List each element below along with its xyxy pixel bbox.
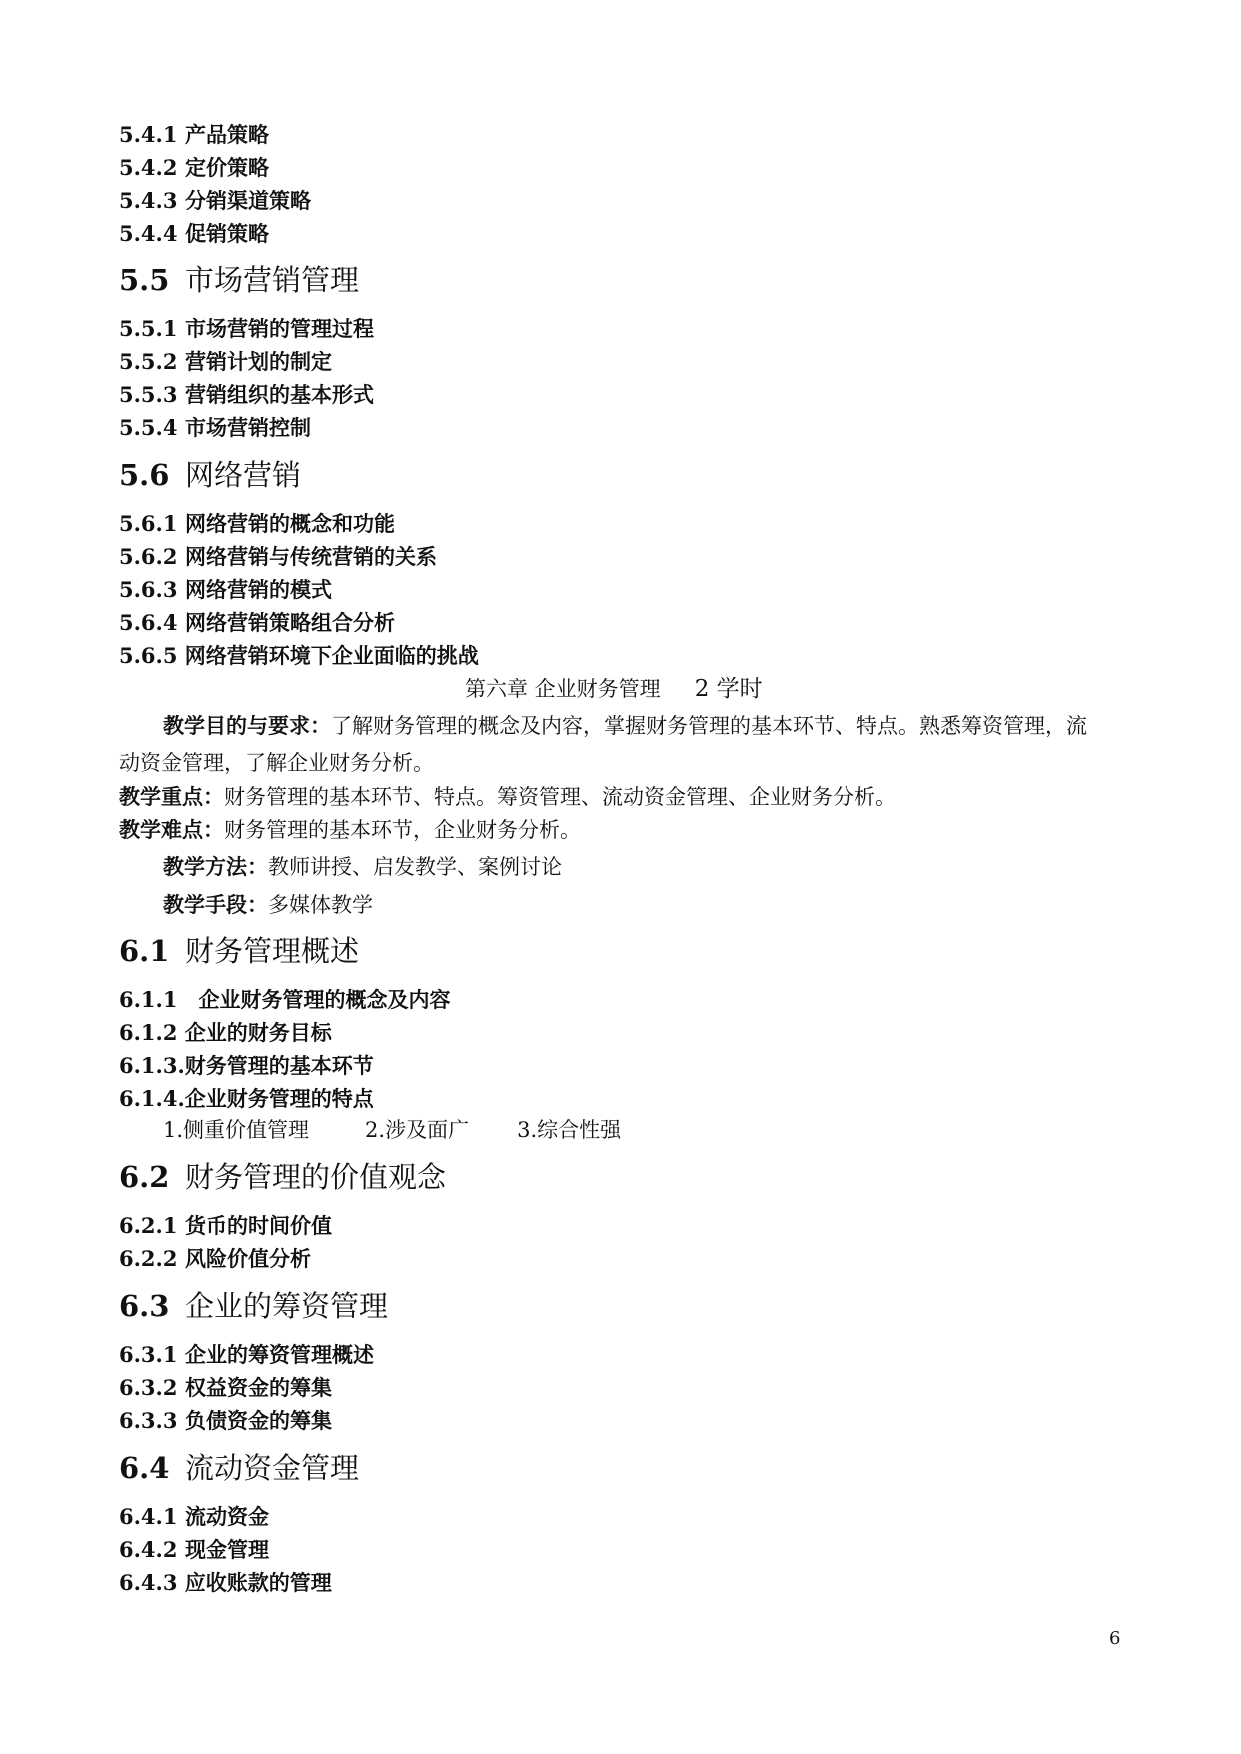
section-heading: 6.3 企业的筹资管理 (119, 1289, 389, 1323)
chapter-title: 第六章 企业财务管理 2 学时 (465, 676, 763, 702)
subsection-heading: 5.5.1 市场营销的管理过程 (119, 316, 374, 341)
teaching-key-points: 教学重点：财务管理的基本环节、特点。筹资管理、流动资金管理、企业财务分析。 (119, 784, 896, 809)
subsection-heading: 6.4.3 应收账款的管理 (119, 1570, 332, 1595)
subsection-heading: 6.2.1 货币的时间价值 (119, 1213, 332, 1238)
subsection-heading: 5.4.2 定价策略 (119, 155, 269, 180)
teaching-means: 教学手段：多媒体教学 (163, 892, 373, 917)
subsection-heading: 6.4.1 流动资金 (119, 1504, 269, 1529)
subsection-heading: 5.6.3 网络营销的模式 (119, 577, 332, 602)
subsection-heading: 5.5.2 营销计划的制定 (119, 349, 332, 374)
page-number: 6 (1109, 1628, 1121, 1649)
section-heading: 5.5 市场营销管理 (119, 263, 360, 297)
subsection-heading: 6.1.3.财务管理的基本环节 (119, 1053, 374, 1078)
subsection-heading: 6.3.2 权益资金的筹集 (119, 1375, 332, 1400)
subsection-heading: 5.4.4 促销策略 (119, 221, 269, 246)
subsection-heading: 5.6.4 网络营销策略组合分析 (119, 610, 395, 635)
subsection-heading: 6.1.4.企业财务管理的特点 (119, 1086, 374, 1111)
subsection-heading: 5.4.1 产品策略 (119, 122, 269, 147)
subsection-heading: 6.2.2 风险价值分析 (119, 1246, 311, 1271)
teaching-goals: 教学目的与要求：了解财务管理的概念及内容，掌握财务管理的基本环节、特点。熟悉筹资管理，流 (163, 713, 1087, 738)
subsection-heading: 5.6.2 网络营销与传统营销的关系 (119, 544, 437, 569)
section-heading: 6.2 财务管理的价值观念 (119, 1160, 447, 1194)
section-heading: 6.4 流动资金管理 (119, 1451, 360, 1485)
subsection-heading: 6.1.2 企业的财务目标 (119, 1020, 332, 1045)
teaching-difficulties: 教学难点：财务管理的基本环节，企业财务分析。 (119, 817, 581, 842)
subsection-heading: 5.6.5 网络营销环境下企业面临的挑战 (119, 643, 479, 668)
subsection-heading: 5.5.3 营销组织的基本形式 (119, 382, 374, 407)
subsection-heading: 5.6.1 网络营销的概念和功能 (119, 511, 395, 536)
subsection-heading: 5.5.4 市场营销控制 (119, 415, 311, 440)
feature-list: 1.侧重价值管理 2.涉及面广 3.综合性强 (163, 1118, 622, 1142)
section-heading: 6.1 财务管理概述 (119, 934, 360, 968)
section-heading: 5.6 网络营销 (119, 458, 302, 492)
subsection-heading: 6.3.1 企业的筹资管理概述 (119, 1342, 374, 1367)
subsection-heading: 5.4.3 分销渠道策略 (119, 188, 311, 213)
teaching-methods: 教学方法：教师讲授、启发教学、案例讨论 (163, 854, 562, 879)
teaching-goals-cont: 动资金管理，了解企业财务分析。 (119, 751, 434, 775)
subsection-heading: 6.4.2 现金管理 (119, 1537, 269, 1562)
subsection-heading: 6.1.1 企业财务管理的概念及内容 (119, 987, 451, 1012)
subsection-heading: 6.3.3 负债资金的筹集 (119, 1408, 332, 1433)
